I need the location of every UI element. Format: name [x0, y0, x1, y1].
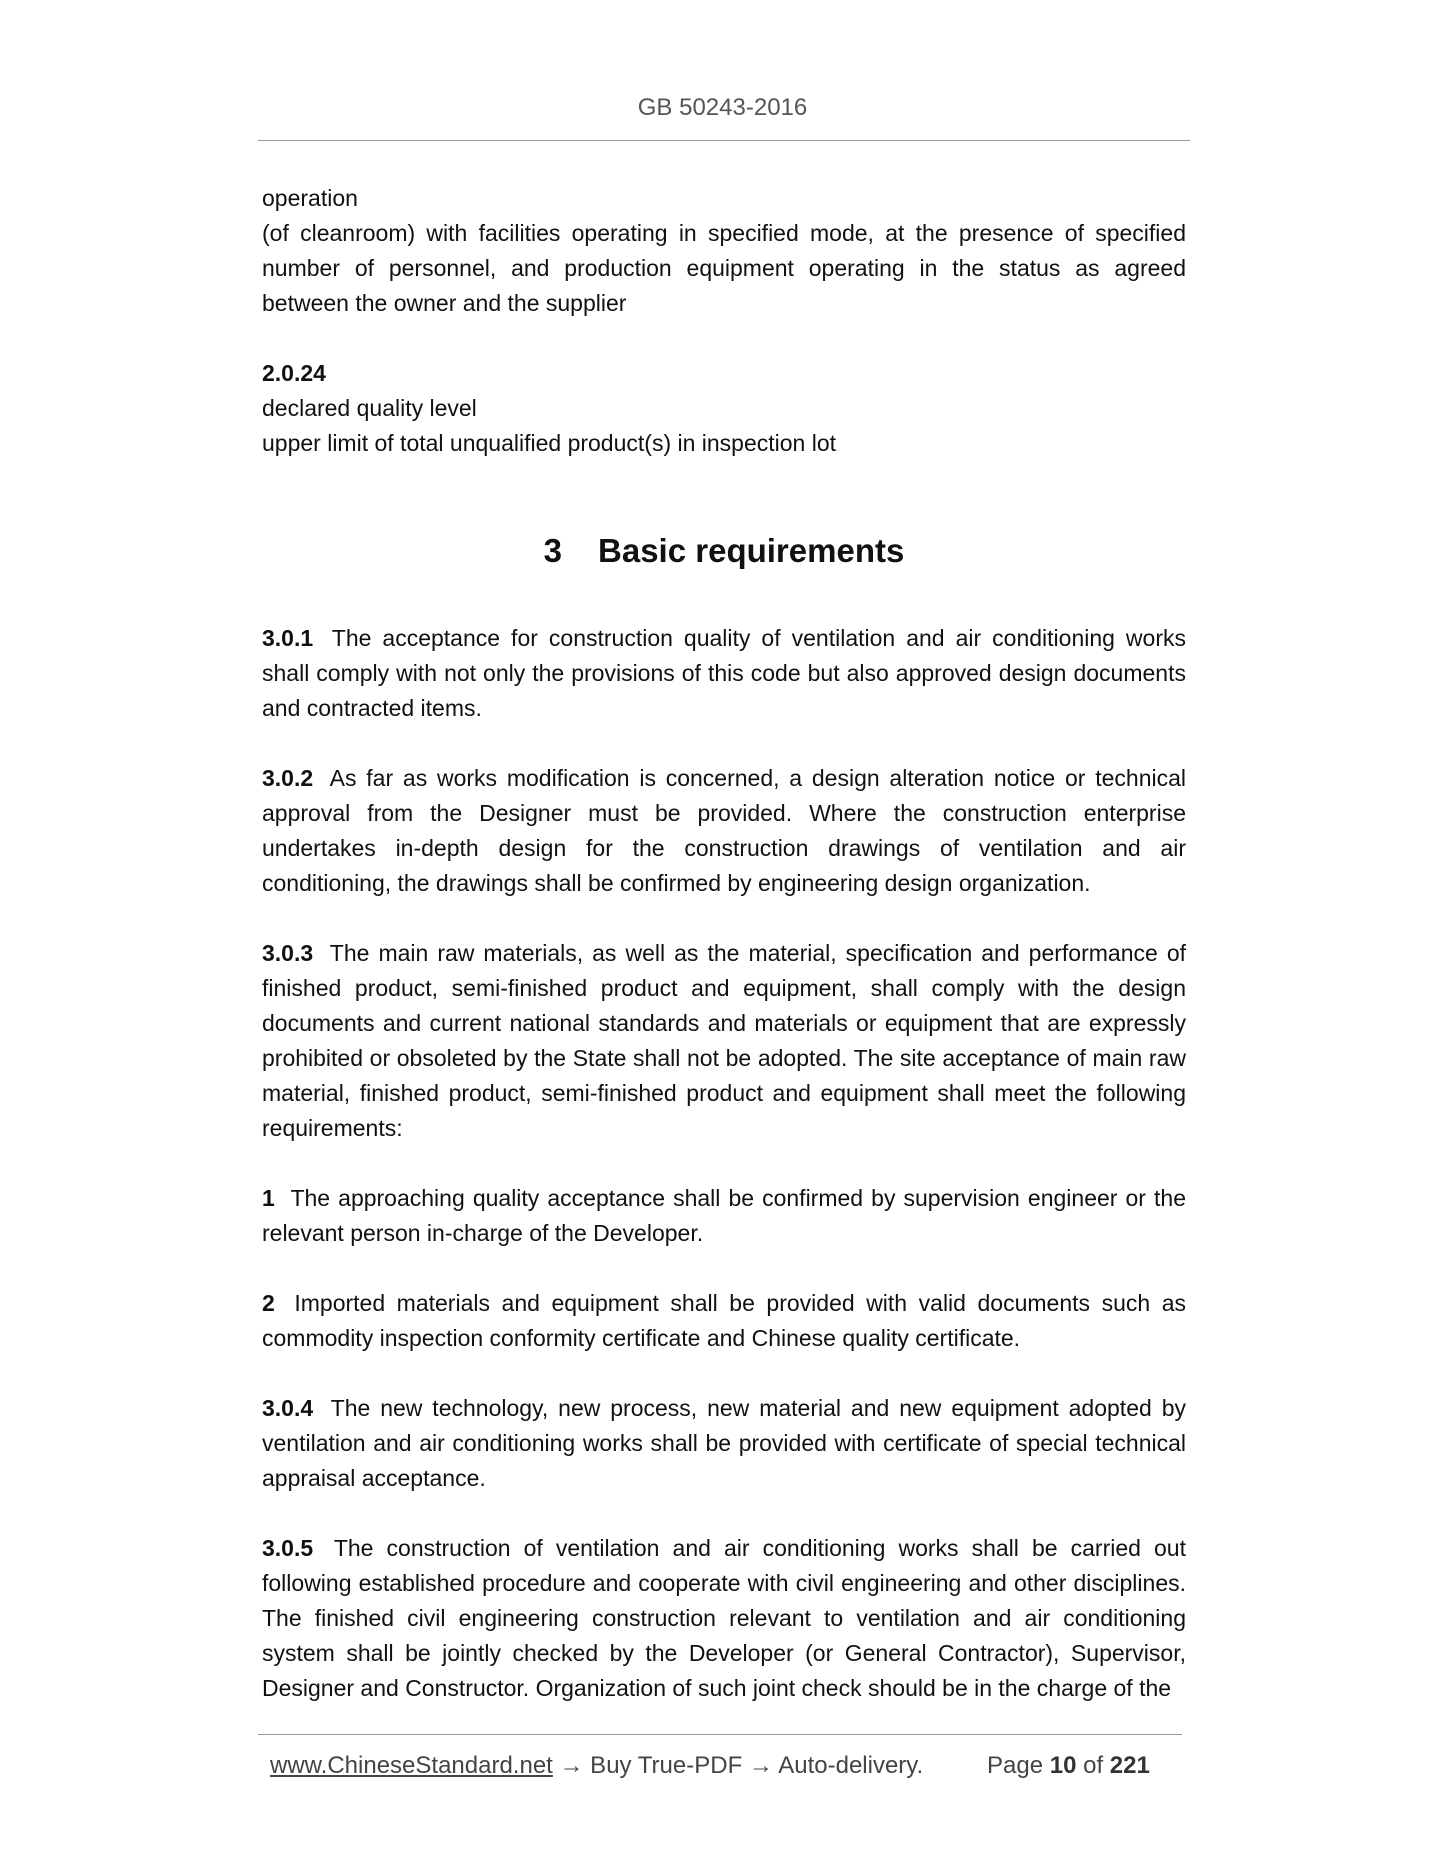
chapter-title: Basic requirements [598, 532, 905, 569]
clause-text: As far as works modification is concerned, a design alteration notice or technical approval from the Designer must be provided. Where the construction enterprise undertakes in-depth design for the construction drawings of ventilation and air conditioning, the drawings shall be confirmed by engineering design organization. [262, 765, 1186, 896]
list-item [262, 1181, 1186, 1251]
page-footer [270, 1752, 1170, 1780]
clause-text: The main raw materials, as well as the material, specification and performance of finished product, semi-finished product and equipment, shall comply with the design documents and current national standards and materials or equipment that are expressly prohibited or obsoleted by the State shall not be adopted. The site acceptance of main raw material, finished product, semi-finished product and equipment shall meet the following requirements: [262, 940, 1186, 1141]
term-entry [262, 356, 1186, 461]
current-page-number: 10 [1049, 1752, 1077, 1779]
item-text: The approaching quality acceptance shall be confirmed by supervision engineer or the relevant person in-charge of the Developer. [262, 1185, 1186, 1246]
clause-number: 3.0.4 [262, 1395, 314, 1421]
page-label: Page [987, 1752, 1044, 1779]
document-header-title: GB 50243-2016 [637, 94, 808, 121]
total-pages: 221 [1109, 1752, 1150, 1779]
chapter-number: 3 [543, 532, 563, 569]
clause-text: The new technology, new process, new material and new equipment adopted by ventilation and air conditioning works shall be provided with certificate of special technical appraisal acceptance. [262, 1395, 1186, 1491]
clause [262, 1391, 1186, 1496]
term-number: 2.0.24 [262, 360, 326, 386]
of-label: of [1083, 1752, 1104, 1779]
term-entry [262, 181, 1186, 321]
item-number: 1 [262, 1185, 275, 1211]
clause [262, 1531, 1186, 1706]
promo-text: → Buy True-PDF → Auto-delivery. [559, 1752, 924, 1779]
website-link[interactable]: www.ChineseStandard.net [270, 1752, 553, 1779]
clause-text: The acceptance for construction quality of ventilation and air conditioning works shall comply with not only the provisions of this code but also approved design documents and contracted items. [262, 625, 1186, 721]
clause-number: 3.0.3 [262, 940, 314, 966]
item-text: Imported materials and equipment shall be provided with valid documents such as commodity inspection conformity certificate and Chinese quality certificate. [262, 1290, 1187, 1351]
term-name: operation [262, 185, 358, 211]
clause-number: 3.0.1 [262, 625, 314, 651]
clause [262, 621, 1186, 726]
clause [262, 936, 1186, 1146]
document-body [262, 181, 1186, 1741]
clause [262, 761, 1186, 901]
item-number: 2 [262, 1290, 275, 1316]
header-divider [258, 140, 1190, 141]
clause-text: The construction of ventilation and air conditioning works shall be carried out following established procedure and cooperate with civil engineering and other disciplines. The finished civil engineering construction relevant to ventilation and air conditioning system shall be jointly checked by the Developer (or General Contractor), Supervisor, Designer and Constructor. Organization of such joint check should be in the charge of the [262, 1535, 1186, 1701]
list-item [262, 1286, 1186, 1356]
page-indicator [987, 1752, 1150, 1780]
clause-number: 3.0.2 [262, 765, 314, 791]
clause-number: 3.0.5 [262, 1535, 314, 1561]
chapter-heading [262, 531, 1186, 571]
term-definition: (of cleanroom) with facilities operating in specified mode, at the presence of specified number of personnel, and production equipment operating in the status as agreed between the owner and the supplier [262, 220, 1186, 316]
footer-divider [258, 1734, 1182, 1735]
term-name: declared quality level [262, 395, 477, 421]
term-definition: upper limit of total unqualified product(s) in inspection lot [262, 430, 837, 456]
